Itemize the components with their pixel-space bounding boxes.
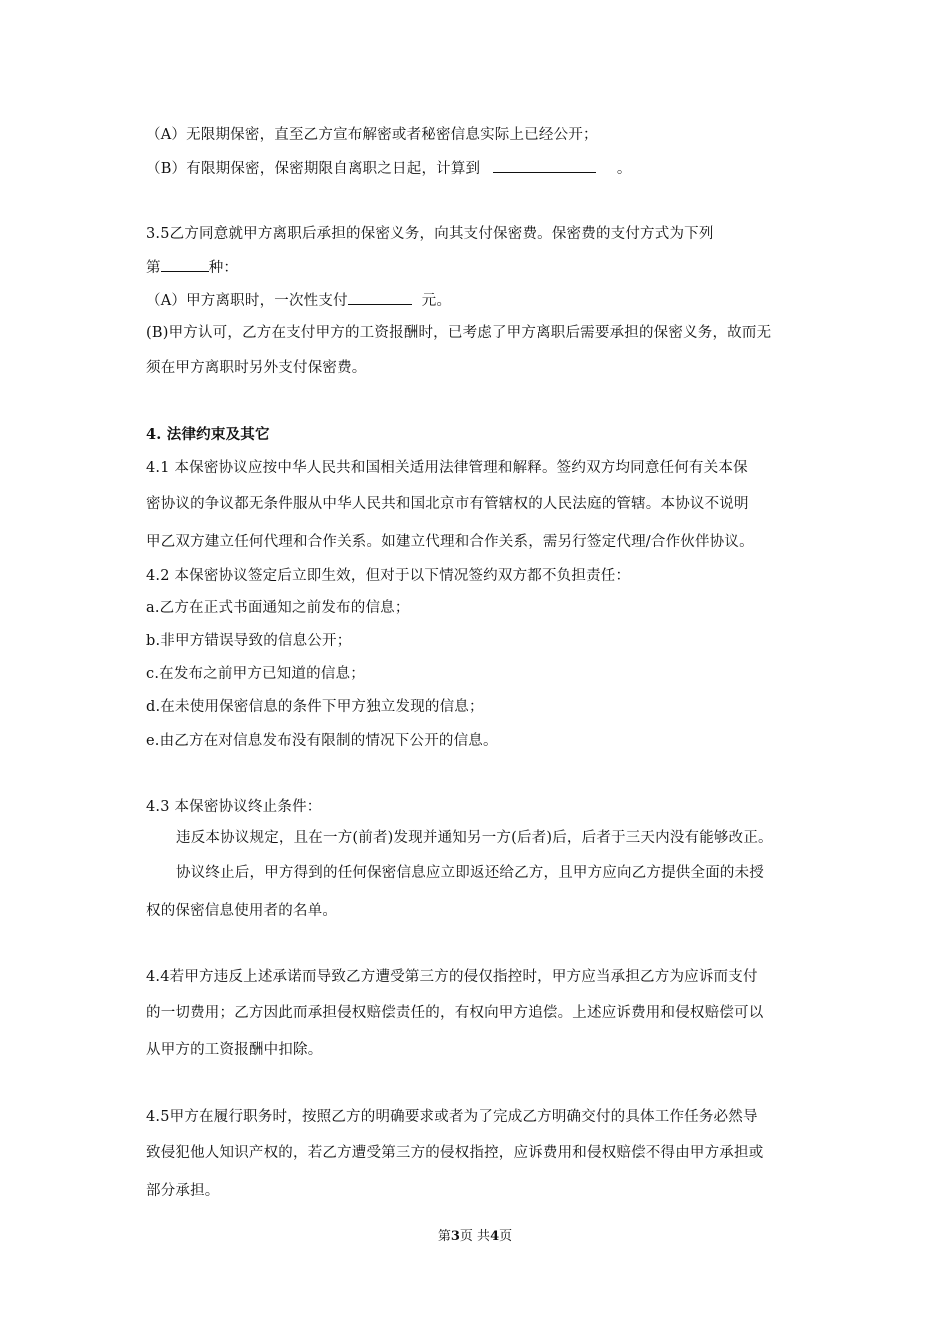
clause-4-3-line-3: 权的保密信息使用者的名单。	[146, 903, 338, 919]
clause-4-2-item-a: a.乙方在正式书面通知之前发布的信息；	[146, 600, 410, 616]
clause-4-2-item-e: e.由乙方在对信息发布没有限制的情况下公开的信息。	[146, 733, 498, 749]
clause-4-5-line-1: 4.5甲方在履行职务时，按照乙方的明确要求或者为了完成乙方明确交付的具体工作任务必然导	[146, 1109, 758, 1125]
option-b-end: 。	[616, 161, 632, 177]
total-pages: 4	[490, 1229, 500, 1244]
clause-4-3-line-1: 违反本协议规定，且在一方(前者)发现并通知另一方(后者)后，后者于三天内没有能够改正。	[176, 830, 773, 846]
clause-3-5-prefix: 第	[146, 260, 161, 276]
clause-4-3-line-2: 协议终止后，甲方得到的任何保密信息应立即返还给乙方，且甲方应向乙方提供全面的未授	[176, 865, 764, 881]
clause-4-4-line-1: 4.4若甲方违反上述承诺而导致乙方遭受第三方的侵仅指控时，甲方应当承担乙方为应诉而支付	[146, 969, 758, 985]
clause-4-3: 4.3 本保密协议终止条件：	[146, 799, 322, 815]
amount-blank	[348, 290, 412, 305]
clause-4-5-line-2: 致侵犯他人知识产权的，若乙方遭受第三方的侵权指控，应诉费用和侵权赔偿不得由甲方承担或	[146, 1145, 764, 1161]
clause-4-2-item-c: c.在发布之前甲方已知道的信息；	[146, 666, 365, 682]
clause-4-4-line-3: 从甲方的工资报酬中扣除。	[146, 1042, 323, 1058]
clause-3-5-option-b-line-1: (B)甲方认可，乙方在支付甲方的工资报酬时，已考虑了甲方离职后需要承担的保密义务，故而无	[146, 325, 772, 341]
term-blank	[493, 158, 596, 173]
option-b-text: （B）有限期保密，保密期限自离职之日起，计算到	[146, 161, 481, 177]
clause-4-2: 4.2 本保密协议签定后立即生效，但对于以下情况签约双方都不负担责任：	[146, 568, 631, 584]
clause-4-1-line-2: 密协议的争议都无条件服从中华人民共和国北京市有管辖权的人民法庭的管辖。本协议不说明	[146, 496, 749, 512]
clause-3-4-option-b	[146, 158, 632, 179]
clause-3-5-suffix: 种：	[208, 260, 239, 276]
clause-4-2-item-b: b.非甲方错误导致的信息公开；	[146, 633, 352, 649]
clause-3-5-line-2	[146, 257, 238, 278]
clause-4-5-line-3: 部分承担。	[146, 1183, 220, 1199]
clause-4-2-item-d: d.在未使用保密信息的条件下甲方独立发现的信息；	[146, 699, 484, 715]
option-a-unit: 元。	[421, 293, 452, 309]
footer-suffix: 页	[499, 1229, 513, 1244]
clause-4-1-line-3: 甲乙双方建立任何代理和合作关系。如建立代理和合作关系，需另行签定代理/合作伙伴协议。	[146, 534, 754, 550]
section-4-heading: 4. 法律约束及其它	[146, 426, 270, 443]
current-page-number: 3	[450, 1229, 460, 1244]
option-a-text: （A）甲方离职时，一次性支付	[146, 293, 348, 309]
clause-3-5-option-a	[146, 290, 451, 311]
footer-middle: 页 共	[459, 1229, 491, 1244]
page-footer	[0, 1225, 950, 1244]
clause-4-1-line-1: 4.1 本保密协议应按中华人民共和国相关适用法律管理和解释。签约双方均同意任何有关本保	[146, 460, 748, 476]
clause-3-5-option-b-line-2: 须在甲方离职时另外支付保密费。	[146, 360, 367, 376]
clause-4-4-line-2: 的一切费用；乙方因此而承担侵权赔偿责任的，有权向甲方追偿。上述应诉费用和侵权赔偿可以	[146, 1005, 764, 1021]
clause-3-5-line-1: 3.5乙方同意就甲方离职后承担的保密义务，向其支付保密费。保密费的支付方式为下列	[146, 226, 714, 242]
footer-prefix: 第	[437, 1229, 451, 1244]
option-blank	[161, 257, 209, 272]
clause-3-4-option-a: （A）无限期保密，直至乙方宣布解密或者秘密信息实际上已经公开；	[146, 127, 598, 143]
